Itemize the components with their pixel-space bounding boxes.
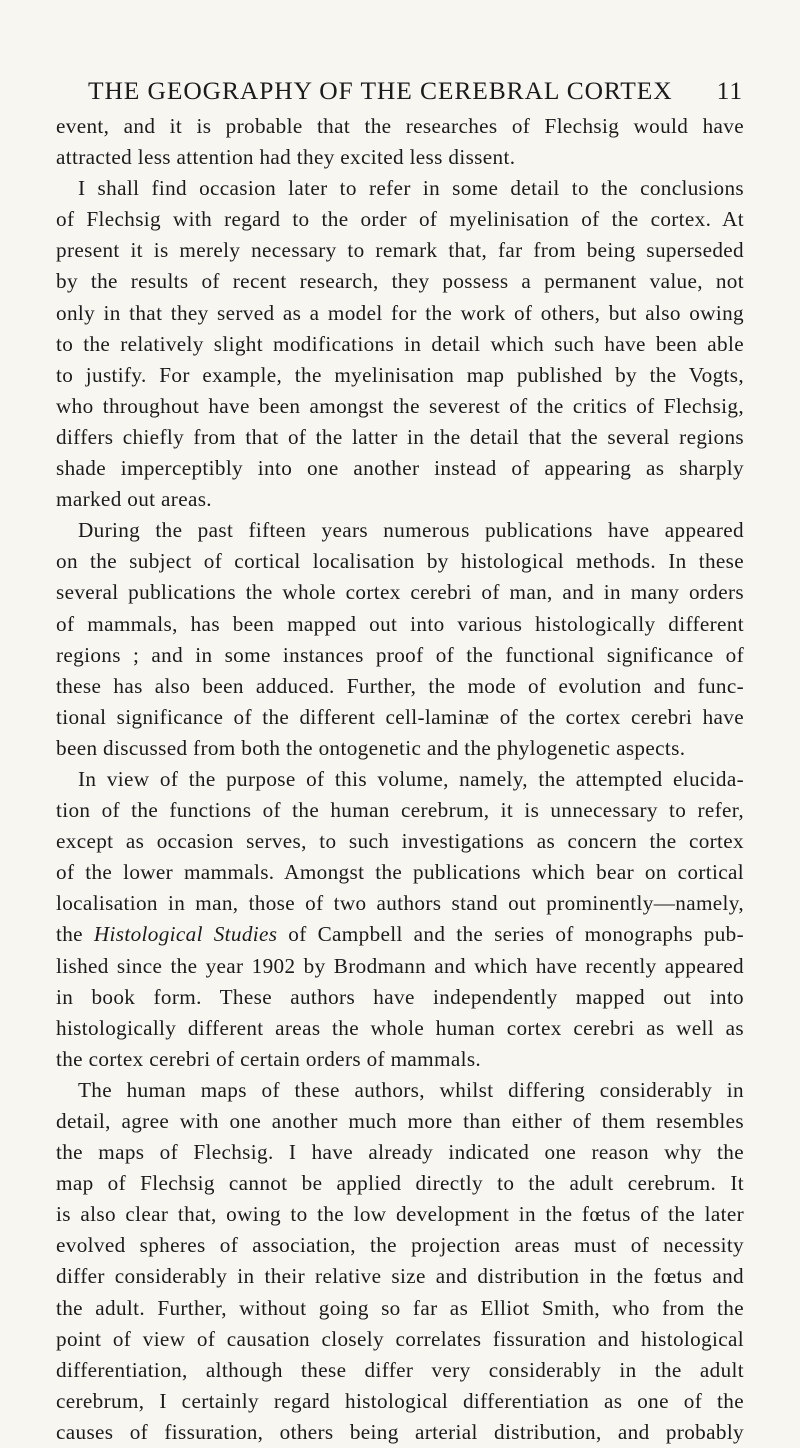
text-line: the Histological Studies of Campbell and the series of monographs pub- [56,922,744,947]
text-line: differs chiefly from that of the latter in the detail that the several regions [56,424,744,449]
text-line: present it is merely necessary to remark that, far from being superseded [56,238,744,263]
text-line: event, and it is probable that the researches of Flechsig would have [56,114,744,138]
page-number: 11 [716,76,743,105]
text-line: localisation in man, those of two authors stand out prominently—namely, [56,891,744,916]
body-text [56,111,744,1448]
text-line: evolved spheres of association, the projection areas must of necessity [56,1233,744,1258]
text-line: The human maps of these authors, whilst differing considerably in [78,1077,744,1102]
text-line: to the relatively slight modifications in detail which such have been able [56,331,744,356]
italic-title: Histological Studies [93,922,278,947]
text-line: of the lower mammals. Amongst the publications which bear on cortical [56,860,744,885]
text-line: by the results of recent research, they possess a permanent value, not [56,269,744,294]
text-line: I shall find occasion later to refer in some detail to the conclusions [78,176,744,201]
running-head [88,76,743,106]
text-line: tion of the functions of the human cerebrum, it is unnecessary to refer, [56,798,744,823]
text-line: histologically different areas the whole human cortex cerebri as well as [56,1015,744,1040]
text-line: lished since the year 1902 by Brodmann and which have recently appeared [56,953,744,978]
text-line: the maps of Flechsig. I have already indicated one reason why the [56,1140,744,1165]
text-line: attracted less attention had they excited less dissent. [56,145,516,170]
text-line: point of view of causation closely correlates fissuration and histological [56,1326,744,1351]
text-line: differentiation, although these differ very considerably in the adult [56,1357,744,1382]
text-line: who throughout have been amongst the severest of the critics of Flechsig, [56,393,744,418]
running-head-title: THE GEOGRAPHY OF THE CEREBRAL CORTEX [88,76,673,105]
text-line: only in that they served as a model for the work of others, but also owing [56,300,744,325]
text-line: of Flechsig with regard to the order of myelinisation of the cortex. At [56,207,744,232]
text-line: regions ; and in some instances proof of the functional significance of [56,642,744,667]
text-line: cerebrum, I certainly regard histological differentiation as one of the [56,1388,744,1413]
text-line: of mammals, has been mapped out into various histologically different [56,611,744,636]
text-line: detail, agree with one another much more than either of them resembles [56,1109,744,1133]
text-line: tional significance of the different cell-laminæ of the cortex cerebri have [56,704,744,729]
text-line: been discussed from both the ontogenetic and the phylogenetic aspects. [56,735,686,760]
text-line: map of Flechsig cannot be applied directly to the adult cerebrum. It [56,1171,744,1196]
text-line: the cortex cerebri of certain orders of mammals. [56,1046,482,1071]
text-line: the adult. Further, without going so far as Elliot Smith, who from the [56,1295,744,1320]
text-line: several publications the whole cortex cerebri of man, and in many orders [56,580,744,605]
text-line: is also clear that, owing to the low development in the fœtus of the later [56,1202,744,1227]
text-line: except as occasion serves, to such investigations as concern the cortex [56,829,744,854]
text-line: differ considerably in their relative size and distribution in the fœtus and [56,1264,744,1289]
text-line: During the past fifteen years numerous publications have appeared [78,518,744,543]
text-line: In view of the purpose of this volume, namely, the attempted elucida- [78,766,744,791]
text-line: marked out areas. [56,487,212,512]
text-line: to justify. For example, the myelinisation map published by the Vogts, [56,362,744,387]
text-line: on the subject of cortical localisation by histological methods. In these [56,549,744,574]
text-line: shade imperceptibly into one another instead of appearing as sharply [56,456,744,481]
text-line: in book form. These authors have independently mapped out into [56,984,744,1009]
text-line: these has also been adduced. Further, the mode of evolution and func- [56,673,744,698]
text-line: causes of fissuration, others being arterial distribution, and probably [56,1419,744,1444]
